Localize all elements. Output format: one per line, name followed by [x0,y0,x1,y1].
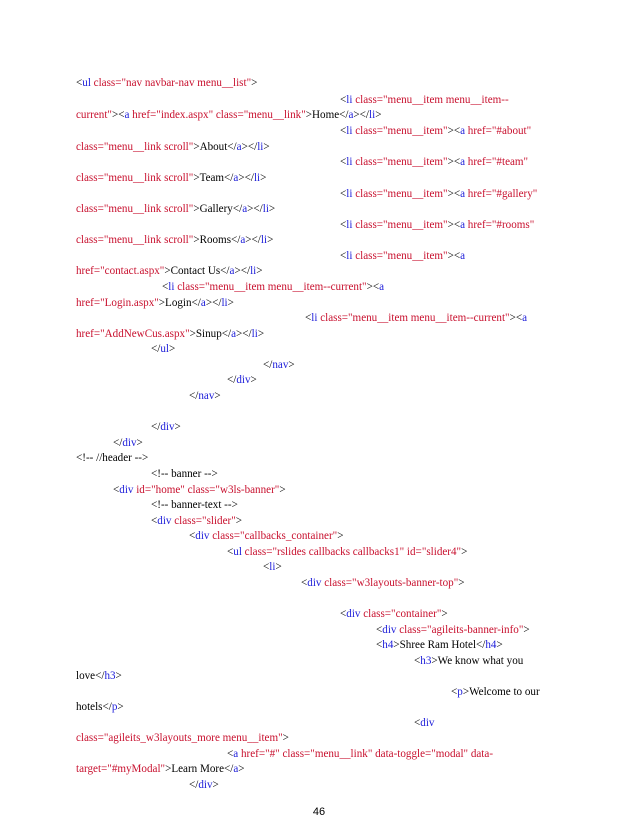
code-text: > [337,530,344,542]
code-text: ></ [247,203,263,215]
code-text: < [376,639,383,651]
code-text: >< [509,312,523,324]
tag-name: a [460,219,466,231]
code-text: > [260,172,267,184]
attribute-text: class="menu__link scroll" [76,172,194,184]
code-text: ></ [234,265,251,277]
code-text: < [189,530,196,542]
attribute-text: current" [76,109,112,121]
code-text: >< [447,188,461,200]
tag-name: li [221,297,228,309]
tag-name: li [251,328,258,340]
code-text: < [340,250,347,262]
code-text: < [340,125,347,137]
code-line [189,529,343,543]
attribute-text: class="menu__link scroll" [76,234,194,246]
tag-name: div [198,779,213,791]
tag-name: h3 [104,670,116,682]
code-text: >< [447,156,461,168]
attribute-text: class="menu__item menu__item--current" [174,281,367,293]
attribute-text: href="#rooms" [465,219,535,231]
code-line [414,716,434,730]
code-text: >< [111,109,125,121]
tag-name: div [119,484,134,496]
tag-name: li [346,188,353,200]
code-line [162,280,384,294]
tag-name: div [122,437,137,449]
attribute-text: href="Login.aspx" [76,297,159,309]
attribute-text: class="menu__item menu__item--current" [317,312,510,324]
code-line [151,342,175,356]
code-text: < [227,748,234,760]
code-text: < [414,655,421,667]
code-text: > [256,265,263,277]
code-line [376,623,530,637]
code-line [340,124,531,138]
code-text: > [461,546,468,558]
code-line [76,108,381,122]
code-line [263,560,282,574]
code-text: > [174,421,181,433]
code-text: > [227,297,234,309]
code-line [376,638,503,652]
code-text: > [282,732,289,744]
attribute-text: href="#gallery" [465,188,538,200]
tag-name: div [382,624,397,636]
tag-name: a [460,188,466,200]
code-text: </ [151,421,161,433]
code-text: < [151,515,158,527]
code-line [113,436,143,450]
attribute-text: class="slider" [171,515,236,527]
tag-name: nav [198,390,215,402]
tag-name: li [257,141,264,153]
code-text: </ [113,437,123,449]
tag-name: div [420,717,435,729]
code-text: > [212,779,219,791]
code-text: </ [151,343,161,355]
tag-name: h4 [382,639,394,651]
code-text: </ [227,374,237,386]
tag-name: a [200,297,206,309]
code-text: ></ [353,109,370,121]
code-text: > [235,515,243,527]
code-text: > [115,670,122,682]
attribute-text: class="menu__item" [352,188,448,200]
code-line [76,451,148,465]
code-text: hotels</ [76,701,112,713]
code-line [340,155,528,169]
code-text: < [305,312,312,324]
tag-name: a [460,156,466,168]
tag-name: a [124,109,130,121]
tag-name: div [195,530,210,542]
attribute-text: href="contact.aspx" [76,265,165,277]
code-text: >Contact Us</ [164,265,230,277]
attribute-text: class="menu__item" [352,219,448,231]
code-text: < [162,281,169,293]
code-line [340,93,509,107]
code-text: </ [189,390,199,402]
code-text: >We know what you [431,655,524,667]
code-text: >Team</ [193,172,234,184]
tag-name: a [240,234,246,246]
code-text: > [496,639,503,651]
tag-name: a [460,125,466,137]
attribute-text: class="menu__link scroll" [76,203,194,215]
code-text: > [214,390,221,402]
code-text: <!-- //header --> [76,452,149,464]
code-text: < [227,546,234,558]
code-line [76,264,263,278]
code-line [76,171,266,185]
code-line [151,498,238,512]
tag-name: ul [233,546,242,558]
tag-name: div [157,515,172,527]
code-line [76,327,264,341]
code-text: > [268,203,276,215]
code-line [151,420,181,434]
code-text: < [301,577,308,589]
tag-name: a [229,265,235,277]
code-text: >< [366,281,380,293]
tag-name: li [250,265,257,277]
code-text: < [113,484,120,496]
code-line [76,76,257,90]
code-text: ></ [205,297,222,309]
code-text: >Home</ [305,109,349,121]
attribute-text: target="#myModal" [76,763,166,775]
tag-name: li [253,172,261,184]
code-text: < [414,717,421,729]
attribute-text: class="menu__item" [352,250,448,262]
tag-name: a [233,763,239,775]
code-line [451,685,540,699]
tag-name: a [242,203,248,215]
code-line [305,311,527,325]
code-text: >Gallery</ [193,203,243,215]
code-text: > [375,109,382,121]
code-line [189,778,219,792]
code-line [189,389,221,403]
tag-name: li [168,281,175,293]
tag-name: ul [160,343,169,355]
code-text: <!-- banner --> [151,468,218,480]
attribute-text: class="menu__link scroll" [76,141,194,153]
attribute-text: href="AddNewCus.aspx" [76,328,190,340]
code-text: >Shree Ram Hotel</ [393,639,486,651]
tag-name: li [262,203,269,215]
tag-name: li [269,561,276,573]
code-line [113,483,286,497]
attribute-text: href="#" class="menu__link" data-toggle="modal" data- [238,748,494,760]
code-line [340,249,465,263]
tag-name: li [346,125,353,137]
attribute-text: class="container" [360,608,442,620]
tag-name: a [233,748,239,760]
code-text: > [238,763,245,775]
code-text: > [275,561,282,573]
tag-name: a [233,172,239,184]
attribute-text: href="#about" [465,125,532,137]
tag-name: h4 [485,639,497,651]
tag-name: li [260,234,268,246]
tag-name: div [160,421,175,433]
code-text: love</ [76,670,105,682]
code-line [76,762,245,776]
code-text: ></ [241,141,258,153]
code-text: > [523,624,530,636]
tag-name: ul [82,77,91,89]
tag-name: div [307,577,322,589]
code-text: > [458,577,465,589]
attribute-text: class="rslides callbacks callbacks1" id="slider4" [241,546,462,558]
attribute-text: class="w3layouts-banner-top" [321,577,459,589]
code-line [227,747,493,761]
code-line [151,514,242,528]
code-text: ></ [238,172,254,184]
code-text: > [263,141,270,153]
attribute-text: id="home" class="w3ls-banner" [133,484,280,496]
code-text: >Learn More</ [165,763,234,775]
tag-name: p [111,701,118,713]
code-line [76,700,124,714]
attribute-text: class="menu__item" [352,125,448,137]
code-line [76,731,289,745]
attribute-text: href="#team" [465,156,529,168]
tag-name: a [231,328,237,340]
code-text: </ [263,359,273,371]
tag-name: h3 [420,655,432,667]
code-line [76,233,273,247]
code-text: < [76,77,83,89]
code-text: </ [189,779,199,791]
code-text: >Welcome to our [462,686,540,698]
tag-name: li [369,109,376,121]
tag-name: nav [272,359,289,371]
code-text: <!-- banner-text --> [151,499,238,511]
code-text: < [340,188,347,200]
code-text: ></ [236,328,252,340]
attribute-text: class="menu__item menu__item-- [352,94,509,106]
code-line [340,187,537,201]
code-line [414,654,523,668]
code-line [340,607,448,621]
code-line [76,140,270,154]
attribute-text: class="menu__item" [352,156,448,168]
tag-name: a [522,312,528,324]
tag-name: a [348,109,354,121]
code-line [76,202,275,216]
tag-name: li [311,312,318,324]
code-line [263,358,295,372]
code-text: >Login</ [158,297,201,309]
code-text: >Sinup</ [189,328,232,340]
code-text: >< [447,125,461,137]
tag-name: div [346,608,361,620]
code-text: < [340,156,347,168]
code-text: > [279,484,286,496]
attribute-text: class="agileits-banner-info" [396,624,524,636]
code-text: < [340,608,347,620]
code-text: >About</ [193,141,237,153]
code-text: > [168,343,176,355]
code-line [227,373,257,387]
tag-name: p [457,686,463,698]
tag-name: div [236,374,251,386]
code-text: >< [447,219,461,231]
code-text: > [288,359,295,371]
tag-name: li [346,156,353,168]
code-text: > [257,328,265,340]
tag-name: li [346,250,353,262]
page-number: 46 [312,806,326,818]
code-line [340,218,534,232]
code-line [76,296,234,310]
attribute-text: class="agileits_w3layouts_more menu__item" [76,732,283,744]
code-line [76,669,122,683]
code-text: >< [447,250,461,262]
code-text: > [250,374,257,386]
tag-name: a [379,281,385,293]
code-line [151,467,218,481]
tag-name: a [236,141,242,153]
code-text: > [117,701,124,713]
code-line [227,545,467,559]
code-text: < [263,561,270,573]
code-text: > [267,234,274,246]
code-text: > [136,437,143,449]
tag-name: a [460,250,466,262]
code-text: > [251,77,258,89]
code-text: < [340,219,347,231]
tag-name: li [346,219,353,231]
code-text: > [441,608,448,620]
code-text: < [340,94,347,106]
attribute-text: class="nav navbar-nav menu__list" [90,77,252,89]
code-text: < [451,686,458,698]
code-text: < [376,624,383,636]
code-text: >Rooms</ [193,234,241,246]
code-line [301,576,465,590]
code-text: ></ [245,234,261,246]
attribute-text: class="callbacks_container" [209,530,338,542]
tag-name: li [346,94,353,106]
attribute-text: href="index.aspx" class="menu__link" [129,109,306,121]
